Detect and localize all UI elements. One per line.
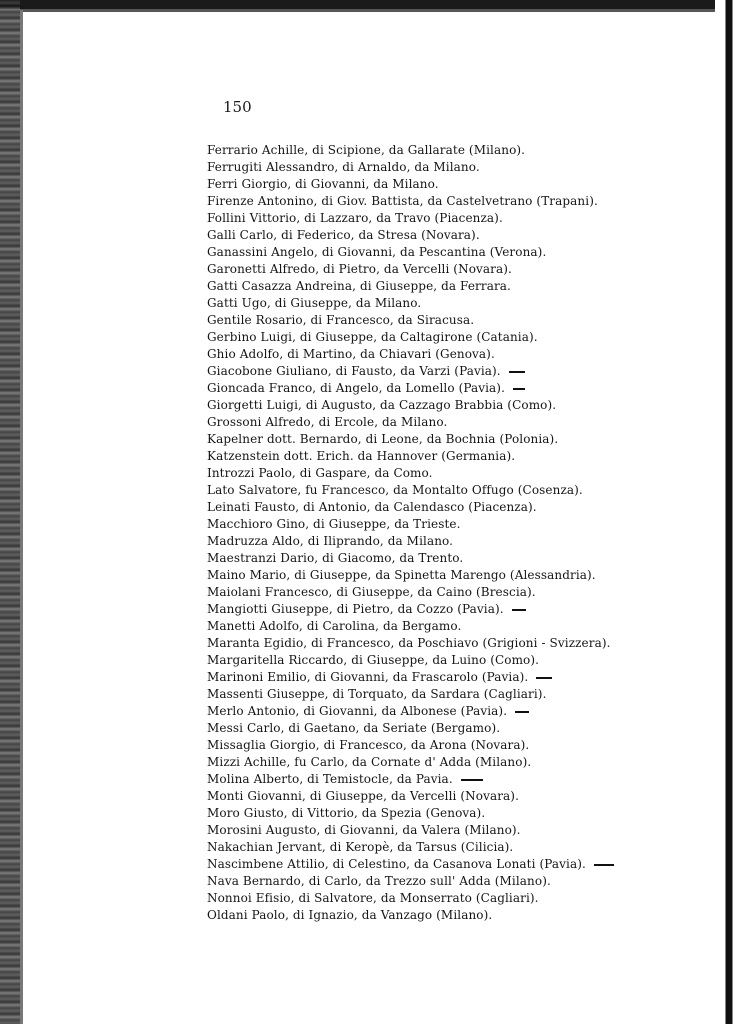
handwritten-dash-mark: [513, 388, 525, 390]
scan-right-border: [715, 0, 741, 1024]
list-item: [207, 448, 614, 465]
entry-text: Lato Salvatore, fu Francesco, da Montalto Offugo (Cosenza).: [207, 483, 583, 497]
entry-text: Gioncada Franco, di Angelo, da Lomello (Pavia).: [207, 381, 506, 395]
entry-text: Molina Alberto, di Temistocle, da Pavia.: [207, 772, 453, 786]
list-item: [207, 805, 614, 822]
list-item: [207, 890, 614, 907]
list-item: [207, 686, 614, 703]
entry-text: Nava Bernardo, di Carlo, da Trezzo sull' Adda (Milano).: [207, 874, 551, 888]
entry-text: Gatti Ugo, di Giuseppe, da Milano.: [207, 296, 422, 310]
handwritten-dash-mark: [461, 779, 483, 781]
entry-text: Ferrugiti Alessandro, di Arnaldo, da Milano.: [207, 160, 480, 174]
list-item: [207, 516, 614, 533]
entry-text: Giacobone Giuliano, di Fausto, da Varzi (Pavia).: [207, 364, 501, 378]
list-item: [207, 380, 614, 397]
entry-text: Mizzi Achille, fu Carlo, da Cornate d' Adda (Milano).: [207, 755, 532, 769]
list-item: [207, 720, 614, 737]
list-item: [207, 703, 614, 720]
entry-text: Maestranzi Dario, di Giacomo, da Trento.: [207, 551, 464, 565]
list-item: [207, 856, 614, 873]
entry-text: Nascimbene Attilio, di Celestino, da Casanova Lonati (Pavia).: [207, 857, 586, 871]
entry-text: Giorgetti Luigi, di Augusto, da Cazzago Brabbia (Como).: [207, 398, 557, 412]
list-item: [207, 227, 614, 244]
list-item: [207, 533, 614, 550]
entry-text: Maiolani Francesco, di Giuseppe, da Caino (Brescia).: [207, 585, 536, 599]
handwritten-dash-mark: [512, 609, 526, 611]
entry-text: Introzzi Paolo, di Gaspare, da Como.: [207, 466, 433, 480]
handwritten-dash-mark: [536, 677, 552, 679]
list-item: [207, 431, 614, 448]
list-item: [207, 567, 614, 584]
scan-top-shadow: [20, 9, 720, 12]
entry-text: Missaglia Giorgio, di Francesco, da Arona (Novara).: [207, 738, 530, 752]
entry-text: Ghio Adolfo, di Martino, da Chiavari (Genova).: [207, 347, 495, 361]
entry-text: Moro Giusto, di Vittorio, da Spezia (Genova).: [207, 806, 486, 820]
list-item: [207, 176, 614, 193]
list-item: [207, 329, 614, 346]
entry-text: Galli Carlo, di Federico, da Stresa (Novara).: [207, 228, 480, 242]
list-item: [207, 907, 614, 924]
entry-text: Madruzza Aldo, di Iliprando, da Milano.: [207, 534, 454, 548]
entry-text: Follini Vittorio, di Lazzaro, da Travo (Piacenza).: [207, 211, 503, 225]
list-item: [207, 397, 614, 414]
entry-text: Merlo Antonio, di Giovanni, da Albonese (Pavia).: [207, 704, 508, 718]
entry-text: Maino Mario, di Giuseppe, da Spinetta Marengo (Alessandria).: [207, 568, 596, 582]
entry-text: Oldani Paolo, di Ignazio, da Vanzago (Milano).: [207, 908, 493, 922]
entry-text: Ferrario Achille, di Scipione, da Gallarate (Milano).: [207, 143, 526, 157]
entry-text: Katzenstein dott. Erich. da Hannover (Germania).: [207, 449, 516, 463]
entry-text: Gentile Rosario, di Francesco, da Siracusa.: [207, 313, 475, 327]
handwritten-dash-mark: [509, 371, 525, 373]
entry-text: Garonetti Alfredo, di Pietro, da Vercelli (Novara).: [207, 262, 512, 276]
list-item: [207, 550, 614, 567]
list-item: [207, 414, 614, 431]
list-item: [207, 312, 614, 329]
handwritten-dash-mark: [515, 711, 529, 713]
entry-text: Manetti Adolfo, di Carolina, da Bergamo.: [207, 619, 462, 633]
list-item: [207, 737, 614, 754]
entry-text: Mangiotti Giuseppe, di Pietro, da Cozzo (Pavia).: [207, 602, 504, 616]
entry-text: Monti Giovanni, di Giuseppe, da Vercelli (Novara).: [207, 789, 519, 803]
list-item: [207, 210, 614, 227]
entry-text: Massenti Giuseppe, di Torquato, da Sardara (Cagliari).: [207, 687, 547, 701]
entry-text: Nonnoi Efisio, di Salvatore, da Monserrato (Cagliari).: [207, 891, 539, 905]
list-item: [207, 295, 614, 312]
entry-text: Messi Carlo, di Gaetano, da Seriate (Bergamo).: [207, 721, 501, 735]
list-item: [207, 482, 614, 499]
list-item: [207, 244, 614, 261]
list-item: [207, 465, 614, 482]
list-item: [207, 193, 614, 210]
scan-top-border: [0, 0, 741, 9]
list-item: [207, 618, 614, 635]
page-number: 150: [223, 98, 252, 116]
entry-text: Ganassini Angelo, di Giovanni, da Pescantina (Verona).: [207, 245, 547, 259]
list-item: [207, 363, 614, 380]
list-item: [207, 788, 614, 805]
list-item: [207, 771, 614, 788]
scan-left-shadow: [20, 10, 23, 1024]
list-item: [207, 839, 614, 856]
list-item: [207, 278, 614, 295]
entry-text: Kapelner dott. Bernardo, di Leone, da Bochnia (Polonia).: [207, 432, 559, 446]
entry-text: Gerbino Luigi, di Giuseppe, da Caltagirone (Catania).: [207, 330, 538, 344]
list-item: [207, 584, 614, 601]
name-list: [207, 142, 614, 924]
list-item: [207, 754, 614, 771]
list-item: [207, 652, 614, 669]
list-item: [207, 669, 614, 686]
entry-text: Firenze Antonino, di Giov. Battista, da Castelvetrano (Trapani).: [207, 194, 598, 208]
entry-text: Leinati Fausto, di Antonio, da Calendasco (Piacenza).: [207, 500, 537, 514]
entry-text: Gatti Casazza Andreina, di Giuseppe, da Ferrara.: [207, 279, 511, 293]
list-item: [207, 499, 614, 516]
list-item: [207, 346, 614, 363]
list-item: [207, 142, 614, 159]
entry-text: Maranta Egidio, di Francesco, da Poschiavo (Grigioni - Svizzera).: [207, 636, 611, 650]
entry-text: Marinoni Emilio, di Giovanni, da Frascarolo (Pavia).: [207, 670, 529, 684]
entry-text: Macchioro Gino, di Giuseppe, da Trieste.: [207, 517, 461, 531]
entry-text: Grossoni Alfredo, di Ercole, da Milano.: [207, 415, 448, 429]
list-item: [207, 635, 614, 652]
handwritten-dash-mark: [594, 864, 614, 866]
scan-left-binding: [0, 0, 20, 1024]
entry-text: Margaritella Riccardo, di Giuseppe, da Luino (Como).: [207, 653, 540, 667]
entry-text: Ferri Giorgio, di Giovanni, da Milano.: [207, 177, 439, 191]
entry-text: Nakachian Jervant, di Keropè, da Tarsus (Cilicia).: [207, 840, 514, 854]
list-item: [207, 159, 614, 176]
list-item: [207, 873, 614, 890]
list-item: [207, 261, 614, 278]
entry-text: Morosini Augusto, di Giovanni, da Valera (Milano).: [207, 823, 521, 837]
list-item: [207, 601, 614, 618]
list-item: [207, 822, 614, 839]
